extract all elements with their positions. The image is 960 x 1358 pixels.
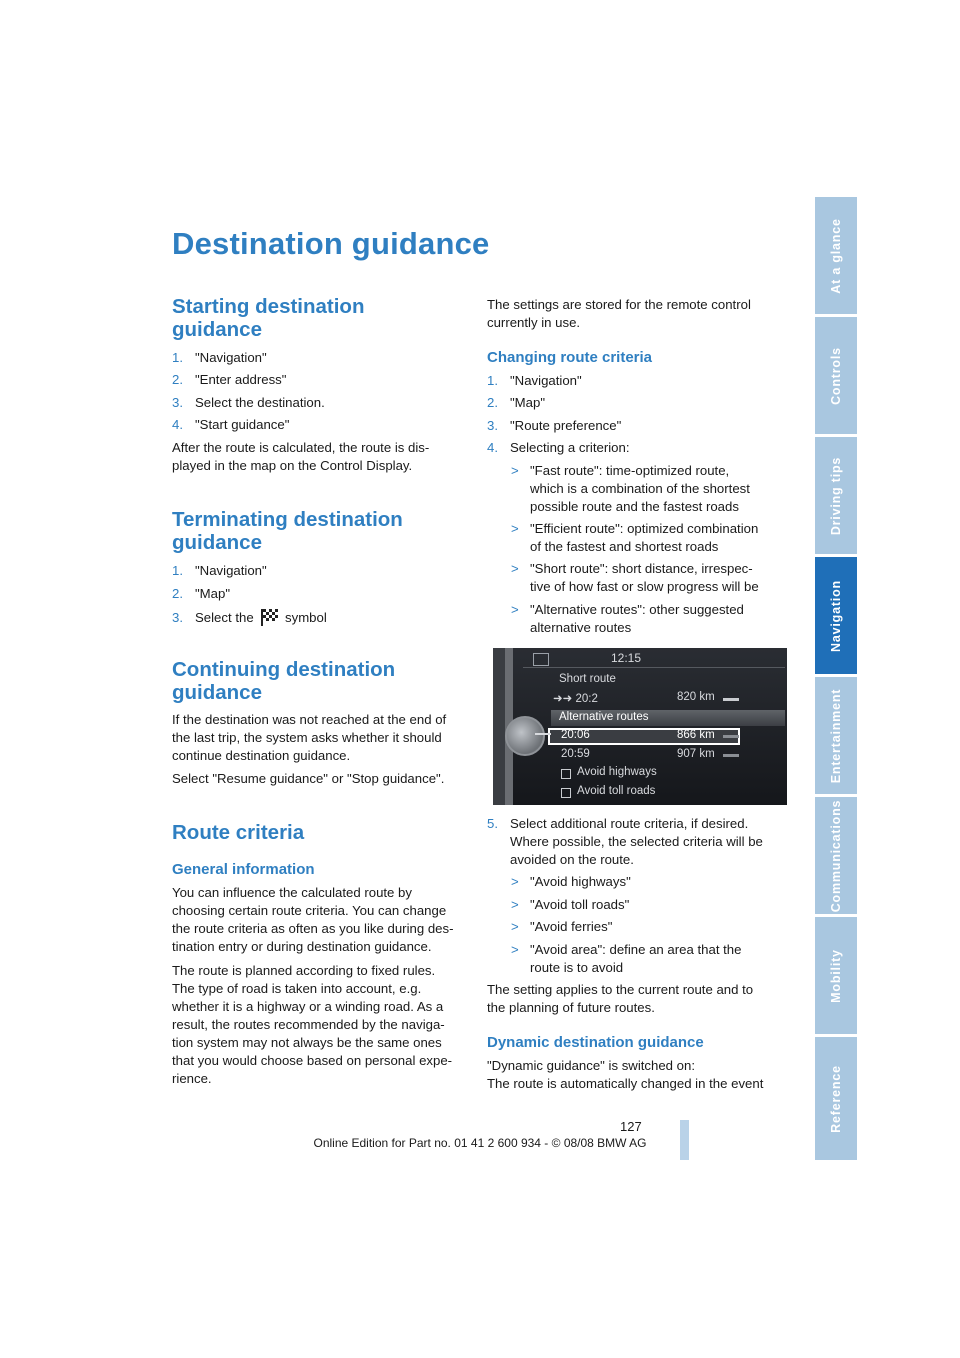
text-line: Where possible, the selected criteria will be bbox=[510, 834, 763, 849]
text-line: the route criteria as often as you like during des- bbox=[172, 921, 454, 936]
step-text: "Navigation" bbox=[510, 373, 582, 388]
heading-terminating-guidance bbox=[172, 508, 403, 554]
step-number: 5. bbox=[487, 816, 498, 831]
list-item bbox=[487, 372, 582, 390]
text-line: The route is planned according to fixed rules. bbox=[172, 963, 436, 978]
screen-clock: 12:15 bbox=[611, 651, 642, 665]
screen-divider bbox=[523, 667, 785, 668]
step-text: "Map" bbox=[195, 586, 231, 601]
subheading-dynamic-guidance: Dynamic destination guidance bbox=[487, 1034, 704, 1051]
text-line: "Efficient route": optimized combination bbox=[530, 521, 759, 536]
step-number: 2. bbox=[172, 372, 183, 387]
screen-item-label: 20:06 bbox=[561, 729, 590, 741]
paragraph bbox=[172, 711, 446, 765]
screen-item-value: 907 km bbox=[677, 748, 715, 760]
text-line: The settings are stored for the remote control bbox=[487, 297, 751, 312]
step-number: 4. bbox=[172, 417, 183, 432]
step-text: "Enter address" bbox=[195, 372, 287, 387]
step-text: Select the destination. bbox=[195, 395, 325, 410]
screen-item-label bbox=[553, 691, 598, 705]
text-line: currently in use. bbox=[487, 315, 581, 330]
text-line: tination entry or during destination guidance. bbox=[172, 939, 432, 954]
heading-line: guidance bbox=[172, 681, 262, 704]
tab-label: Entertainment bbox=[829, 688, 843, 783]
checkbox-icon bbox=[561, 788, 571, 798]
text-line: "Avoid area": define an area that the bbox=[530, 942, 742, 957]
tab-label: Controls bbox=[829, 346, 843, 405]
text-line: rience. bbox=[172, 1071, 212, 1086]
step-number: 3. bbox=[172, 395, 183, 410]
heading-line: guidance bbox=[172, 318, 262, 341]
step-text: Select the bbox=[195, 610, 254, 625]
tab-label: Mobility bbox=[829, 948, 843, 1003]
footer-edition: Online Edition for Part no. 01 41 2 600 934 - © 08/08 BMW AG bbox=[313, 1136, 647, 1150]
tab-mobility[interactable] bbox=[815, 917, 857, 1034]
step-text: "Navigation" bbox=[195, 563, 267, 578]
text-line: The setting applies to the current route and to bbox=[487, 982, 754, 997]
screen-item-label: Short route bbox=[559, 673, 616, 685]
text-line: "Alternative routes": other suggested bbox=[530, 602, 744, 617]
tab-driving-tips[interactable] bbox=[815, 437, 857, 554]
heading-line: Continuing destination bbox=[172, 658, 396, 681]
bullet-mark: > bbox=[511, 874, 519, 889]
text-line: tive of how fast or slow progress will be bbox=[530, 579, 759, 594]
heading-line: Starting destination bbox=[172, 295, 365, 318]
step-number: 1. bbox=[487, 373, 498, 388]
step-number: 4. bbox=[487, 440, 498, 455]
text-line: route is to avoid bbox=[530, 960, 624, 975]
paragraph bbox=[487, 981, 753, 1017]
bullet-mark: > bbox=[511, 561, 519, 576]
heading-continuing-guidance bbox=[172, 658, 395, 704]
list-item bbox=[172, 608, 327, 627]
control-display-screenshot bbox=[493, 648, 787, 805]
text-line: "Avoid ferries" bbox=[530, 919, 613, 934]
screen-item-label: Avoid highways bbox=[577, 766, 657, 778]
text-line: that you would choose based on personal expe- bbox=[172, 1053, 453, 1068]
text-line: possible route and the fastest roads bbox=[530, 499, 739, 514]
menu-icon bbox=[533, 653, 549, 666]
heading-route-criteria: Route criteria bbox=[172, 821, 305, 844]
bullet-mark: > bbox=[511, 942, 519, 957]
tab-label: Reference bbox=[829, 1064, 843, 1133]
text-line: You can influence the calculated route by bbox=[172, 885, 412, 900]
paragraph bbox=[487, 1057, 763, 1093]
controller-knob-icon bbox=[505, 716, 545, 756]
paragraph bbox=[487, 296, 751, 332]
text-line: If the destination was not reached at the end of bbox=[172, 712, 447, 727]
step-number: 3. bbox=[487, 418, 498, 433]
screen-item-value: 820 km bbox=[677, 691, 715, 703]
subheading-general-information: General information bbox=[172, 861, 315, 878]
route-bar bbox=[723, 754, 739, 757]
list-item bbox=[487, 394, 545, 412]
step-text: "Map" bbox=[510, 395, 546, 410]
screen-item-label: 20:59 bbox=[561, 748, 590, 760]
paragraph bbox=[510, 815, 763, 869]
text-line: "Dynamic guidance" is switched on: bbox=[487, 1058, 696, 1073]
tab-label: At a glance bbox=[829, 217, 843, 294]
text-line: The type of road is taken into account, e.g. bbox=[172, 981, 422, 996]
text-line: the last trip, the system asks whether it should bbox=[172, 730, 442, 745]
tab-label: Navigation bbox=[829, 579, 843, 652]
text-line: tion system may not always be the same ones bbox=[172, 1035, 442, 1050]
tab-entertainment[interactable] bbox=[815, 677, 857, 794]
bullet-mark: > bbox=[511, 919, 519, 934]
screen-item-label: Avoid toll roads bbox=[577, 785, 656, 797]
text-line: whether it is a highway or a winding road. As a bbox=[172, 999, 444, 1014]
list-item bbox=[487, 815, 510, 833]
tab-controls[interactable] bbox=[815, 317, 857, 434]
screen-item-label: Alternative routes bbox=[559, 711, 649, 723]
text-line: "Avoid toll roads" bbox=[530, 897, 630, 912]
list-item bbox=[172, 371, 286, 389]
page-title: Destination guidance bbox=[172, 226, 490, 261]
tab-label: Communications bbox=[829, 799, 843, 912]
step-text: "Navigation" bbox=[195, 350, 267, 365]
step-number: 1. bbox=[172, 563, 183, 578]
text-line: "Avoid highways" bbox=[530, 874, 631, 889]
route-bar bbox=[723, 698, 739, 701]
text-line: played in the map on the Control Display. bbox=[172, 458, 413, 473]
heading-line: guidance bbox=[172, 531, 262, 554]
tab-navigation[interactable] bbox=[815, 557, 857, 674]
text-line: The route is automatically changed in the event bbox=[487, 1076, 764, 1091]
heading-line: Terminating destination bbox=[172, 508, 403, 531]
route-arrows-icon: ➜➜ bbox=[553, 693, 576, 705]
text-line: avoided on the route. bbox=[510, 852, 634, 867]
step-number: 2. bbox=[172, 586, 183, 601]
paragraph bbox=[172, 884, 453, 956]
list-item bbox=[172, 585, 230, 603]
page-number: 127 bbox=[620, 1119, 642, 1134]
step-number: 1. bbox=[172, 350, 183, 365]
checkbox-icon bbox=[561, 769, 571, 779]
text-line: "Fast route": time-optimized route, bbox=[530, 463, 730, 478]
text-line: which is a combination of the shortest bbox=[530, 481, 750, 496]
text-line: choosing certain route criteria. You can change bbox=[172, 903, 447, 918]
screen-item-value: 866 km bbox=[677, 729, 715, 741]
paragraph bbox=[172, 439, 429, 475]
step-number: 2. bbox=[487, 395, 498, 410]
list-item bbox=[172, 416, 289, 434]
bullet-mark: > bbox=[511, 602, 519, 617]
paragraph bbox=[172, 962, 452, 1088]
paragraph: Select "Resume guidance" or "Stop guidance". bbox=[172, 771, 445, 786]
step-text: "Start guidance" bbox=[195, 417, 290, 432]
step-text: symbol bbox=[285, 610, 327, 625]
list-item bbox=[172, 349, 267, 367]
text-line: of the fastest and shortest roads bbox=[530, 539, 719, 554]
step-number: 3. bbox=[172, 610, 183, 625]
step-text: "Route preference" bbox=[510, 418, 622, 433]
checkered-flag-icon bbox=[259, 608, 279, 626]
text-line: alternative routes bbox=[530, 620, 632, 635]
text-line: the planning of future routes. bbox=[487, 1000, 655, 1015]
list-item bbox=[172, 394, 325, 412]
text-line: "Short route": short distance, irrespec- bbox=[530, 561, 753, 576]
bullet-mark: > bbox=[511, 897, 519, 912]
tab-label: Driving tips bbox=[829, 456, 843, 535]
list-item bbox=[172, 562, 267, 580]
text-line: After the route is calculated, the route is dis- bbox=[172, 440, 430, 455]
text-line: result, the routes recommended by the naviga- bbox=[172, 1017, 445, 1032]
heading-starting-guidance bbox=[172, 295, 364, 341]
tab-at-a-glance[interactable] bbox=[815, 197, 857, 314]
list-item bbox=[487, 439, 629, 457]
tab-communications[interactable] bbox=[815, 797, 857, 914]
subheading-changing-route-criteria: Changing route criteria bbox=[487, 349, 653, 366]
screen-item-text: 20:2 bbox=[575, 693, 598, 705]
bullet-mark: > bbox=[511, 463, 519, 478]
bullet-mark: > bbox=[511, 521, 519, 536]
list-item bbox=[487, 417, 621, 435]
route-bar bbox=[723, 735, 739, 738]
text-line: Select additional route criteria, if desired. bbox=[510, 816, 749, 831]
text-line: continue destination guidance. bbox=[172, 748, 351, 763]
step-text: Selecting a criterion: bbox=[510, 440, 630, 455]
pointer-line bbox=[535, 733, 551, 735]
